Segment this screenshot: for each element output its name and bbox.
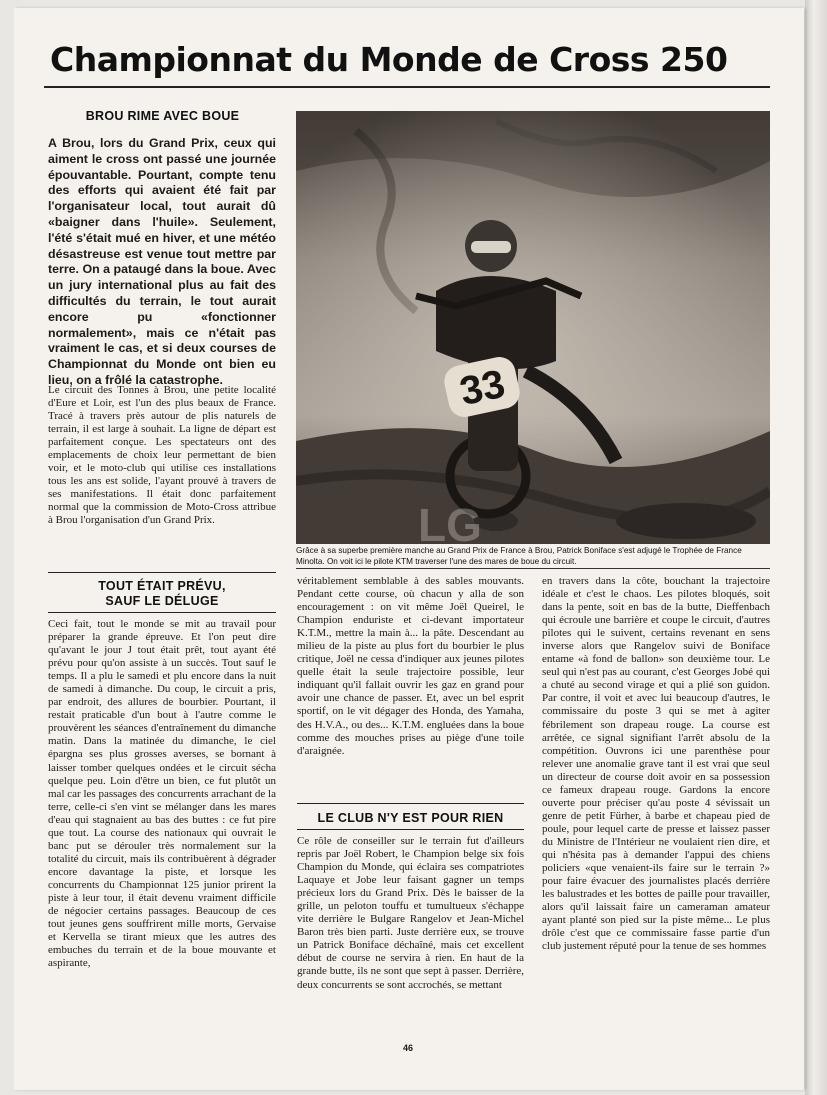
section-heading-prevu: TOUT ÉTAIT PRÉVU,	[98, 579, 226, 593]
column-2b-text: Ce rôle de conseiller sur le terrain fut d'ailleurs repris par Joël Robert, le Champion belge six fois Champion du Monde, qui éclaira ses compatriotes Laquaye et Jobe leur faisant gagner un temps précieux lors du Grand Prix. Dès le baisser de la grille, un peloton touffu et tumultueux s'échappe vite derrière le Bulgare Rangelov et Jean-Michel Baron très bien parti. Juste derrière eux, se trouve un Patrick Boniface déchaîné, mais cet excellent début de course ne servira à rien. En haut de la grande butte, ils ne sont que sept à passer. Derrière, deux concurrents se sont accrochés, se mettant	[297, 835, 524, 991]
title-rule	[44, 86, 770, 88]
intro-paragraph: Le circuit des Tonnes à Brou, une petite localité d'Eure et Loir, est l'un des plus beaux de France. Tracé à travers près autour de plis naturels de terrain, il est large à souhait. La ligne de départ est parfaitement conçue. Les spectateurs ont des emplacements de choix leur permettant de bien voir, et le moto-club qui utilise ces installations tous les ans est solide, l'ayant prouvé à travers de ses manifestations. Il était donc parfaitement normal que la commission de Moto-Cross attribue à Brou l'organisation d'un Grand Prix.	[48, 384, 276, 527]
column-3-text: en travers dans la côte, bouchant la trajectoire idéale et c'est le chaos. Les pilotes bloqués, soit dans la pente, soit en bas de la butte, Dieffenbach qui écroule une barrière et coupe le circuit, d'autres pilotes qui le suivent, certains revenant en sens inverse alors que Rangelov suivi de Boniface entame «à fond de ballon» son deuxième tour. Le seul qui n'est pas au courant, c'est Georges Jobé qui a chuté au second virage et qui a plié son guidon. Par contre, il voit et avec lui beaucoup d'autres, le commissaire du poste 3 qui se met à agiter fébrilement son drapeau rouge. La course est arrêtée, ce signal signifiant l'arrêt absolu de la compétition. Ouvrons ici une parenthèse pour relever une anomalie grave tant il est vrai que seul un directeur de course doit avoir en sa possession ce fameux drapeau rouge. Gardons la encore ouverte pour préciser qu'au poste 4 sévissait un genre de petit Fürher, à barbe et chapeau pied de poule, pour lequel carte de presse et laissez passer du Ministre de l'Intérieur ne voulaient rien dire, et qui n'hésita pas à demander l'appui des chiens policiers «que venaient-ils faire sur le terrain ?» pour faire évacuer des journalistes placés derrière les balustrades et les bottes de paille pour travailler, alors qu'il laissait faire un cameraman amateur ayant planté son pied sur la piste même... Le plus drôle c'est que ce commissaire fasse partie d'un club justement réputé pour la tenue de ses hommes	[542, 575, 770, 953]
page-number: 46	[402, 1043, 413, 1053]
section-heading-brou: BROU RIME AVEC BOUE	[85, 109, 240, 123]
caption-rule	[296, 568, 770, 569]
column-2-text: véritablement semblable à des sables mouvants. Pendant cette course, où chacun y alla de son encouragement : on vit même Joël Queirel, le Champion enduriste et ci-devant importateur K.T.M., mettre la main à... la pâte. Descendant au milieu de la piste au plus fort du bourbier le plus critique, Joël ne cessa d'indiquer aux jeunes pilotes quelle était la seule trajectoire possible, leur indiquant qu'il fallait ouvrir les gaz en grand pour avoir une chance de passer. Et, avec un bel esprit sportif, on le vit dégager des Honda, des Yamaha, des H.V.A., ou des... K.T.M. engluées dans la boue comme des mouches prises au piège d'une toile d'araignée.	[297, 575, 524, 757]
page-title: Championnat du Monde de Cross 250	[50, 40, 728, 79]
club-rule-bottom	[297, 829, 524, 830]
page-edge	[805, 0, 827, 1095]
club-rule-top	[297, 803, 524, 804]
section-rule-bottom	[48, 612, 276, 613]
section-heading-club: LE CLUB N'Y EST POUR RIEN	[317, 811, 504, 825]
section-rule-top	[48, 572, 276, 573]
photo-caption: Grâce à sa superbe première manche au Grand Prix de France à Brou, Patrick Boniface s'est adjugé le Trophée de France Minolta. On voit ici le pilote KTM traverser l'une des mares de boue du circuit.	[296, 546, 742, 566]
section-heading-deluge: SAUF LE DÉLUGE	[105, 594, 219, 608]
motocross-photo	[296, 111, 770, 544]
lead-paragraph: A Brou, lors du Grand Prix, ceux qui aiment le cross ont passé une journée épouvantable. Pourtant, compte tenu des efforts qui avaient été fait par l'organisateur local, tout aurait dû «baigner dans l'huile». Seulement, l'été s'était mué en hiver, et une météo désastreuse est venue tout mettre par terre. On a pataugé dans la boue. Avec un jury international plus au fait des difficultés du terrain, le tout aurait encore pu «fonctionner normalement», mais ce n'était pas vraiment le cas, et si deux courses de Championnat du Monde ont bien eu lieu, on a frôlé la catastrophe.	[48, 136, 276, 387]
rider-in-mud-image	[296, 111, 770, 544]
rider-number: 33	[456, 361, 509, 415]
column-1-text: Ceci fait, tout le monde se mit au travail pour préparer la grande épreuve. Et l'on peut dire qu'avant le jour J tout était prêt, tout ayant été prévu pour qu'on assiste à un succès. Tout sauf le temps. Il a plu le samedi et plu encore dans la nuit de samedi à dimanche. Du coup, le circuit a pris, par endroit, des allures de bourbier. Pourtant, il restait praticable d'un bout à l'autre comme le prouvèrent les séances d'entraînement du dimanche matin. Dans la matinée du dimanche, le ciel épargna ses plus grosses averses, se bornant à laisser tomber quelques ondées et le circuit sécha quelque peu. Loin d'être un bien, ce fut plutôt un mal car les passages des concurrents arrachant de la terre, celle-ci s'en vint se mélanger dans les mares d'eau qui stagnaient au bas des buttes : ce fut pire que tout. La course des nationaux qui ouvrait le banc put se dérouler très normalement sur la totalité du circuit, mais ils contribuèrent à dégrader encore davantage la piste, et lorsque les concurrents du Championnat 125 junior prirent la piste à leur tour, il était devenu vraiment difficile de négocier certains passages. Beaucoup de ces tout jeunes gens souffrirent mille morts, Gervaise et Kervella se tirant mieux que les autres des embuches du terrain et de la boue mouvante et aspirante,	[48, 618, 276, 970]
watermark: LG	[418, 499, 482, 544]
